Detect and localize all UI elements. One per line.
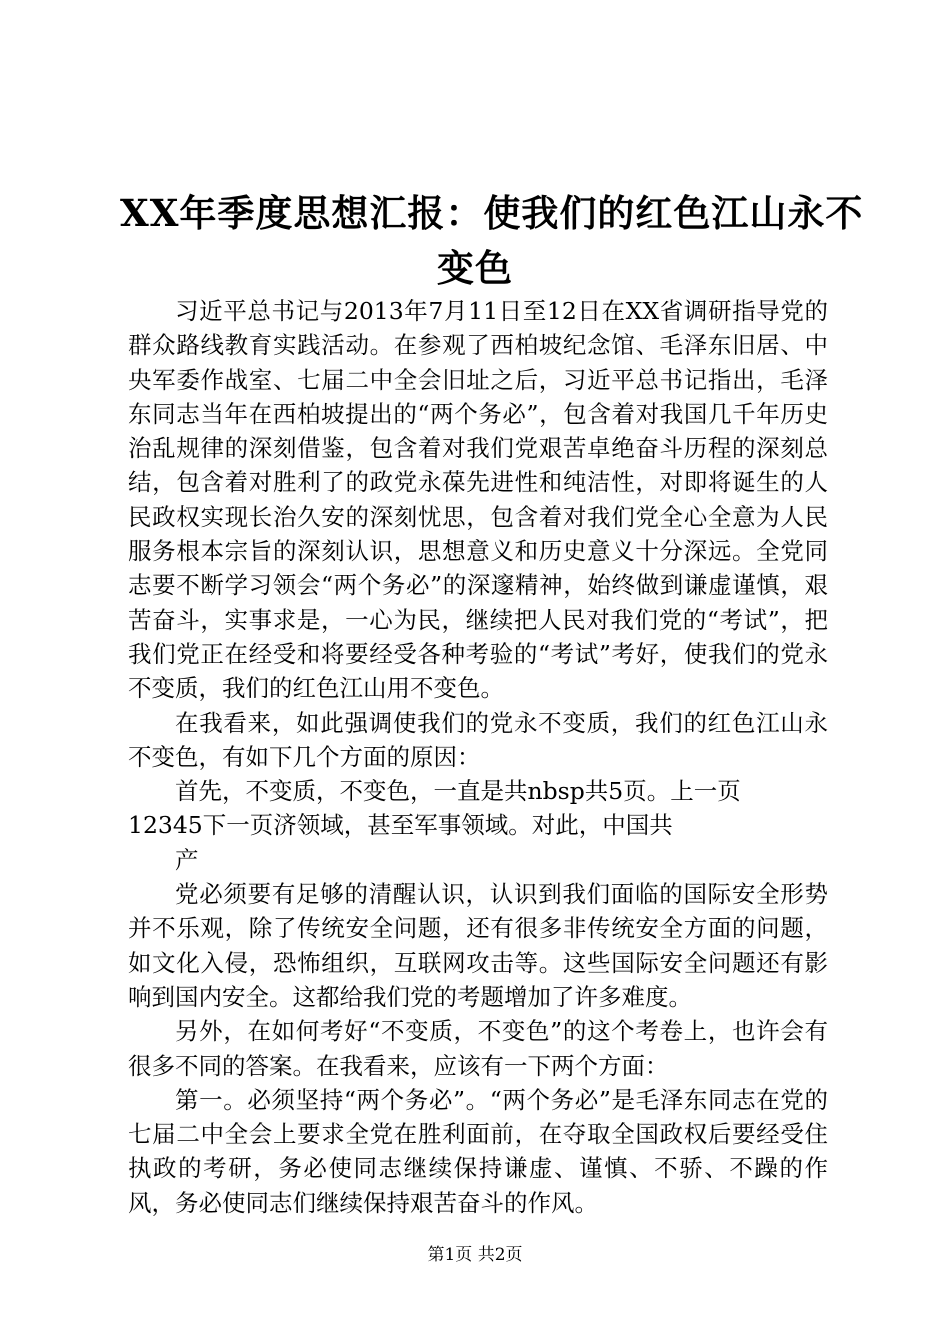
paragraph: 另外，在如何考好“不变质，不变色”的这个考卷上，也许会有很多不同的答案。在我看来，应该有一下两个方面：: [128, 1017, 828, 1080]
paragraph: 首先，不变质，不变色，一直是共nbsp共5页。上一页: [175, 777, 741, 806]
document-body: [128, 294, 828, 1220]
document-title-line-1: XX年季度思想汇报：使我们的红色江山永不: [120, 191, 864, 235]
document-title-line-2: 变色: [437, 246, 513, 290]
paragraph: 产: [175, 845, 199, 874]
paragraph: 第一。必须坚持“两个务必”。“两个务必”是毛泽东同志在党的七届二中全会上要求全党在胜利面前，在夺取全国政权后要经受住执政的考研，务必使同志继续保持谦虚、谨慎、不骄、不躁的作风，务必使同志们继续保持艰苦奋斗的作风。: [128, 1085, 828, 1217]
paragraph: 12345下一页济领域，甚至军事领域。对此，中国共: [128, 811, 673, 840]
paragraph: 习近平总书记与2013年7月11日至12日在XX省调研指导党的群众路线教育实践活动。在参观了西柏坡纪念馆、毛泽东旧居、中央军委作战室、七届二中全会旧址之后，习近平总书记指出，毛泽东同志当年在西柏坡提出的“两个务必”，包含着对我国几千年历史治乱规律的深刻借鉴，包含着对我们党艰苦卓绝奋斗历程的深刻总结，包含着对胜利了的政党永葆先进性和纯洁性，对即将诞生的人民政权实现长治久安的深刻忧思，包含着对我们党全心全意为人民服务根本宗旨的深刻认识，思想意义和历史意义十分深远。全党同志要不断学习领会“两个务必”的深邃精神，始终做到谦虚谨慎，艰苦奋斗，实事求是，一心为民，继续把人民对我们党的“考试”，把我们党正在经受和将要经受各种考验的“考试”考好，使我们的党永不变质，我们的红色江山用不变色。: [128, 297, 828, 703]
paragraph: 党必须要有足够的清醒认识，认识到我们面临的国际安全形势并不乐观，除了传统安全问题，还有很多非传统安全方面的问题，如文化入侵，恐怖组织，互联网攻击等。这些国际安全问题还有影响到国内安全。这都给我们党的考题增加了许多难度。: [128, 880, 828, 1011]
paragraph: 在我看来，如此强调使我们的党永不变质，我们的红色江山永不变色，有如下几个方面的原因：: [128, 708, 828, 771]
page-footer: 第1页 共2页: [427, 1245, 523, 1265]
